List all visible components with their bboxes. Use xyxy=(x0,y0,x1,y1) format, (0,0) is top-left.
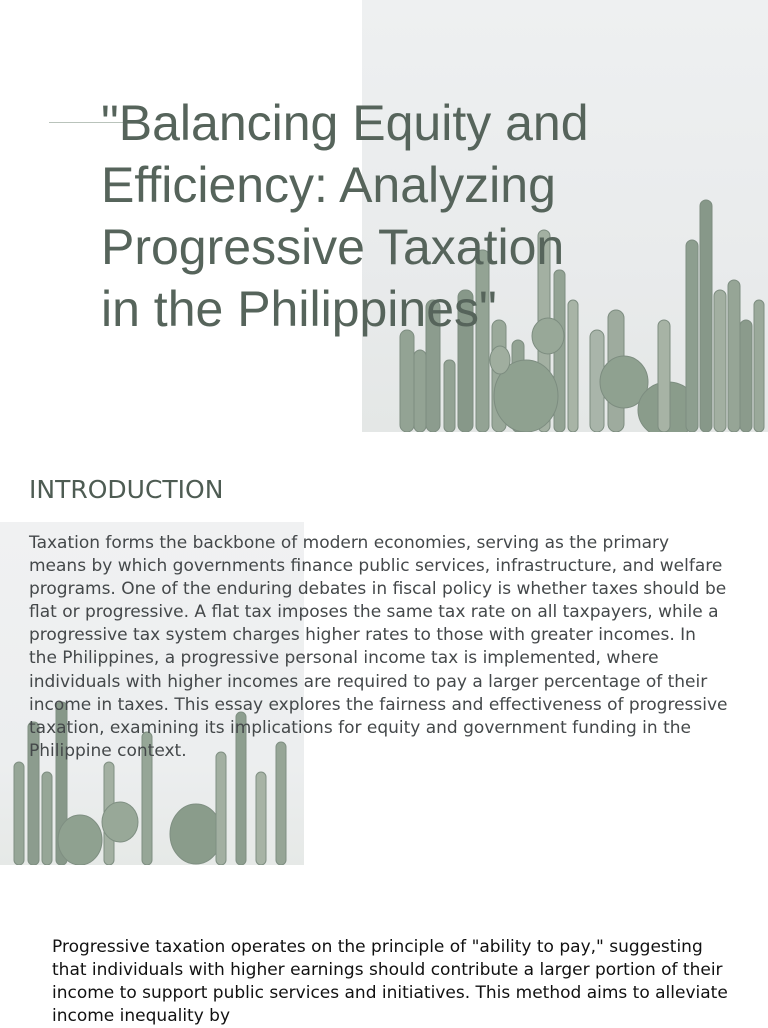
body-paragraph: Progressive taxation operates on the principle of "ability to pay," suggesting that individuals with higher earnings should contribute a larger portion of their income to support public services and initiatives. This method aims to alleviate income inequality by xyxy=(52,937,728,1026)
introduction-paragraph: Taxation forms the backbone of modern economies, serving as the primary means by which governments finance public services, infrastructure, and welfare programs. One of the enduring debates in fiscal policy is whether taxes should be flat or progressive. A flat tax imposes the same tax rate on all taxpayers, while a progressive tax system charges higher rates to those with greater incomes. In the Philippines, a progressive personal income tax is implemented, where individuals with higher incomes are required to pay a larger percentage of their income in taxes. This essay explores the fairness and effectiveness of progressive taxation, examining its implications for equity and government funding in the Philippine context. xyxy=(29,533,728,761)
introduction-heading: INTRODUCTION xyxy=(29,475,224,504)
document-title: "Balancing Equity and Efficiency: Analyzing Progressive Taxation in the Philippines" xyxy=(101,95,589,337)
